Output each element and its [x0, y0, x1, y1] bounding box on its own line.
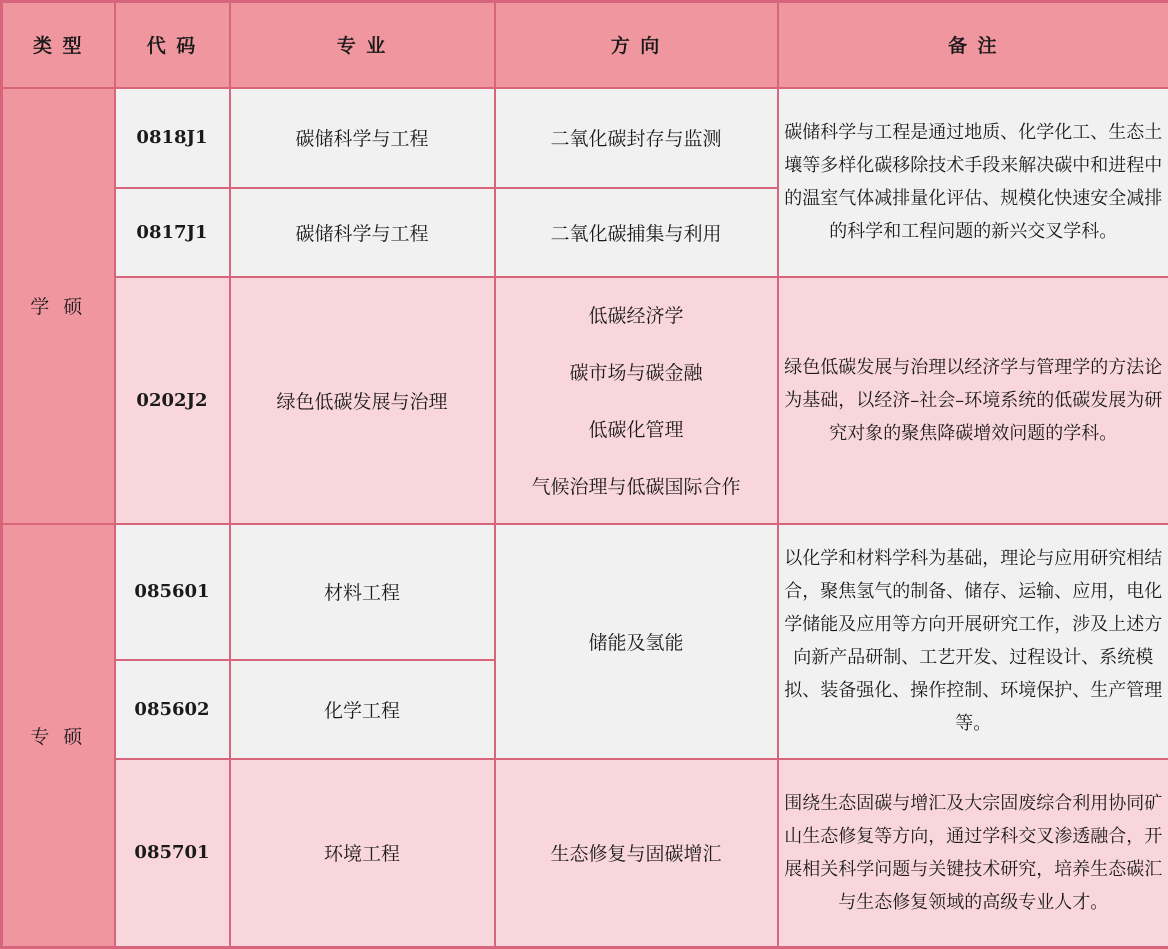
direction-item: 低碳经济学 [588, 305, 684, 327]
type-professional: 专 硕 [2, 524, 115, 948]
type-academic: 学 硕 [2, 88, 115, 524]
major-cell: 碳储科学与工程 [230, 188, 495, 277]
code-cell: 085701 [115, 759, 230, 948]
header-direction: 方 向 [495, 2, 778, 88]
table-row [2, 277, 1168, 524]
header-type: 类 型 [2, 2, 115, 88]
major-cell: 绿色低碳发展与治理 [230, 277, 495, 524]
major-cell: 环境工程 [230, 759, 495, 948]
note-green-development: 绿色低碳发展与治理以经济学与管理学的方法论为基础，以经济–社会–环境系统的低碳发展为研究对象的聚焦降碳增效问题的学科。 [778, 277, 1168, 524]
header-code: 代 码 [115, 2, 230, 88]
major-cell: 碳储科学与工程 [230, 88, 495, 188]
major-cell: 化学工程 [230, 660, 495, 759]
header-major: 专 业 [230, 2, 495, 88]
note-carbon-storage: 碳储科学与工程是通过地质、化学化工、生态土壤等多样化碳移除技术手段来解决碳中和进程中的温室气体减排量化评估、规模化快速安全减排的科学和工程问题的新兴交叉学科。 [778, 88, 1168, 277]
direction-list [496, 286, 777, 514]
code-cell: 0817J1 [115, 188, 230, 277]
direction-cell: 生态修复与固碳增汇 [495, 759, 778, 948]
major-cell: 材料工程 [230, 524, 495, 660]
direction-cell: 二氧化碳封存与监测 [495, 88, 778, 188]
direction-cell: 二氧化碳捕集与利用 [495, 188, 778, 277]
direction-item: 碳市场与碳金融 [569, 362, 703, 384]
header-row [2, 2, 1168, 88]
code-cell: 0202J2 [115, 277, 230, 524]
note-environment: 围绕生态固碳与增汇及大宗固废综合利用协同矿山生态修复等方向，通过学科交叉渗透融合，开展相关科学问题与关键技术研究，培养生态碳汇与生态修复领域的高级专业人才。 [778, 759, 1168, 948]
header-notes: 备 注 [778, 2, 1168, 88]
direction-item: 低碳化管理 [588, 419, 684, 441]
note-energy: 以化学和材料学科为基础，理论与应用研究相结合，聚焦氢气的制备、储存、运输、应用，电化学储能及应用等方向开展研究工作，涉及上述方向新产品研制、工艺开发、过程设计、系统模拟、装备强化、操作控制、环境保护、生产管理等。 [778, 524, 1168, 759]
code-cell: 085601 [115, 524, 230, 660]
code-cell: 0818J1 [115, 88, 230, 188]
table-row [2, 759, 1168, 948]
direction-cell [495, 277, 778, 524]
direction-item: 气候治理与低碳国际合作 [531, 476, 741, 498]
direction-cell: 储能及氢能 [495, 524, 778, 759]
table-row [2, 88, 1168, 188]
code-cell: 085602 [115, 660, 230, 759]
table-row [2, 524, 1168, 660]
